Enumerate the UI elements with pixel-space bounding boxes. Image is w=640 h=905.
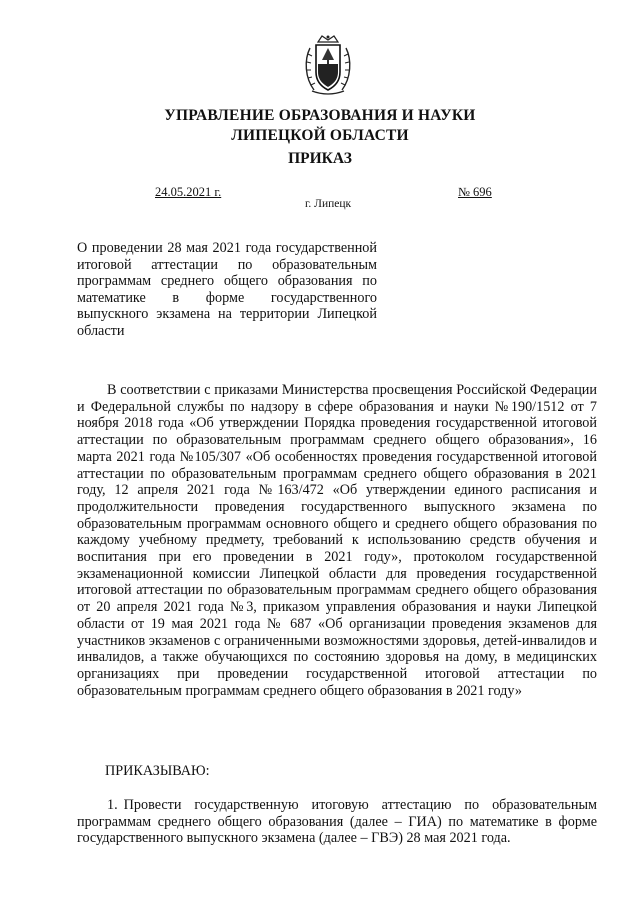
- organization-name-line2: ЛИПЕЦКОЙ ОБЛАСТИ: [231, 127, 409, 144]
- document-type: ПРИКАЗ: [288, 150, 352, 167]
- order-item-number: 1.: [107, 797, 118, 813]
- order-subject: О проведении 28 мая 2021 года государственной итоговой аттестации по образовательным программам среднего общего образования по математике в форме государственного выпускного экзамена на территории Липецкой области: [77, 240, 377, 339]
- coat-of-arms-icon: [302, 34, 354, 96]
- organization-name-line1: УПРАВЛЕНИЕ ОБРАЗОВАНИЯ И НАУКИ: [164, 107, 476, 124]
- order-city: г. Липецк: [305, 198, 352, 210]
- preamble-paragraph: В соответствии с приказами Министерства просвещения Российской Федерации и Федеральной службы по надзору в сфере образования и науки №190/1512 от 7 ноября 2018 года «Об утверждении Порядка проведения государственной итоговой аттестации по образовательным программам среднего общего образования», 16 марта 2021 года №105/307 «Об особенностях проведения государственной итоговой аттестации по образовательным программам среднего общего образования в 2021 году, 12 апреля 2021 года №163/472 «Об утверждении единого расписания и продолжительности проведения государственного выпускного экзамена по образовательным программам основного общего и среднего общего образования по каждому учебному предмету, требований к использованию средств обучения и воспитания при его проведении в 2021 году», протоколом государственной экзаменационной комиссии Липецкой области для проведения государственной итоговой аттестации по образовательным программам среднего общего образования от 20 апреля 2021 года №3, приказом управления образования и науки Липецкой области от 19 мая 2021 года № 687 «Об организации проведения экзаменов для участников экзаменов с ограниченными возможностями здоровья, детей-инвалидов и инвалидов, а также обучающихся по состоянию здоровья на дому, в медицинских организациях при проведении государственной итоговой аттестации по образовательным программам среднего общего образования в 2021 году»: [77, 382, 597, 699]
- order-item: [77, 797, 597, 847]
- order-number: № 696: [458, 185, 492, 199]
- order-item-text: Провести государственную итоговую аттестацию по образовательным программам среднего общего образования (далее – ГИА) по математике в форме государственного выпускного экзамена (далее – ГВЭ) 28 мая 2021 года.: [77, 797, 597, 847]
- order-word: ПРИКАЗЫВАЮ:: [105, 763, 210, 779]
- order-date: 24.05.2021 г.: [155, 185, 222, 199]
